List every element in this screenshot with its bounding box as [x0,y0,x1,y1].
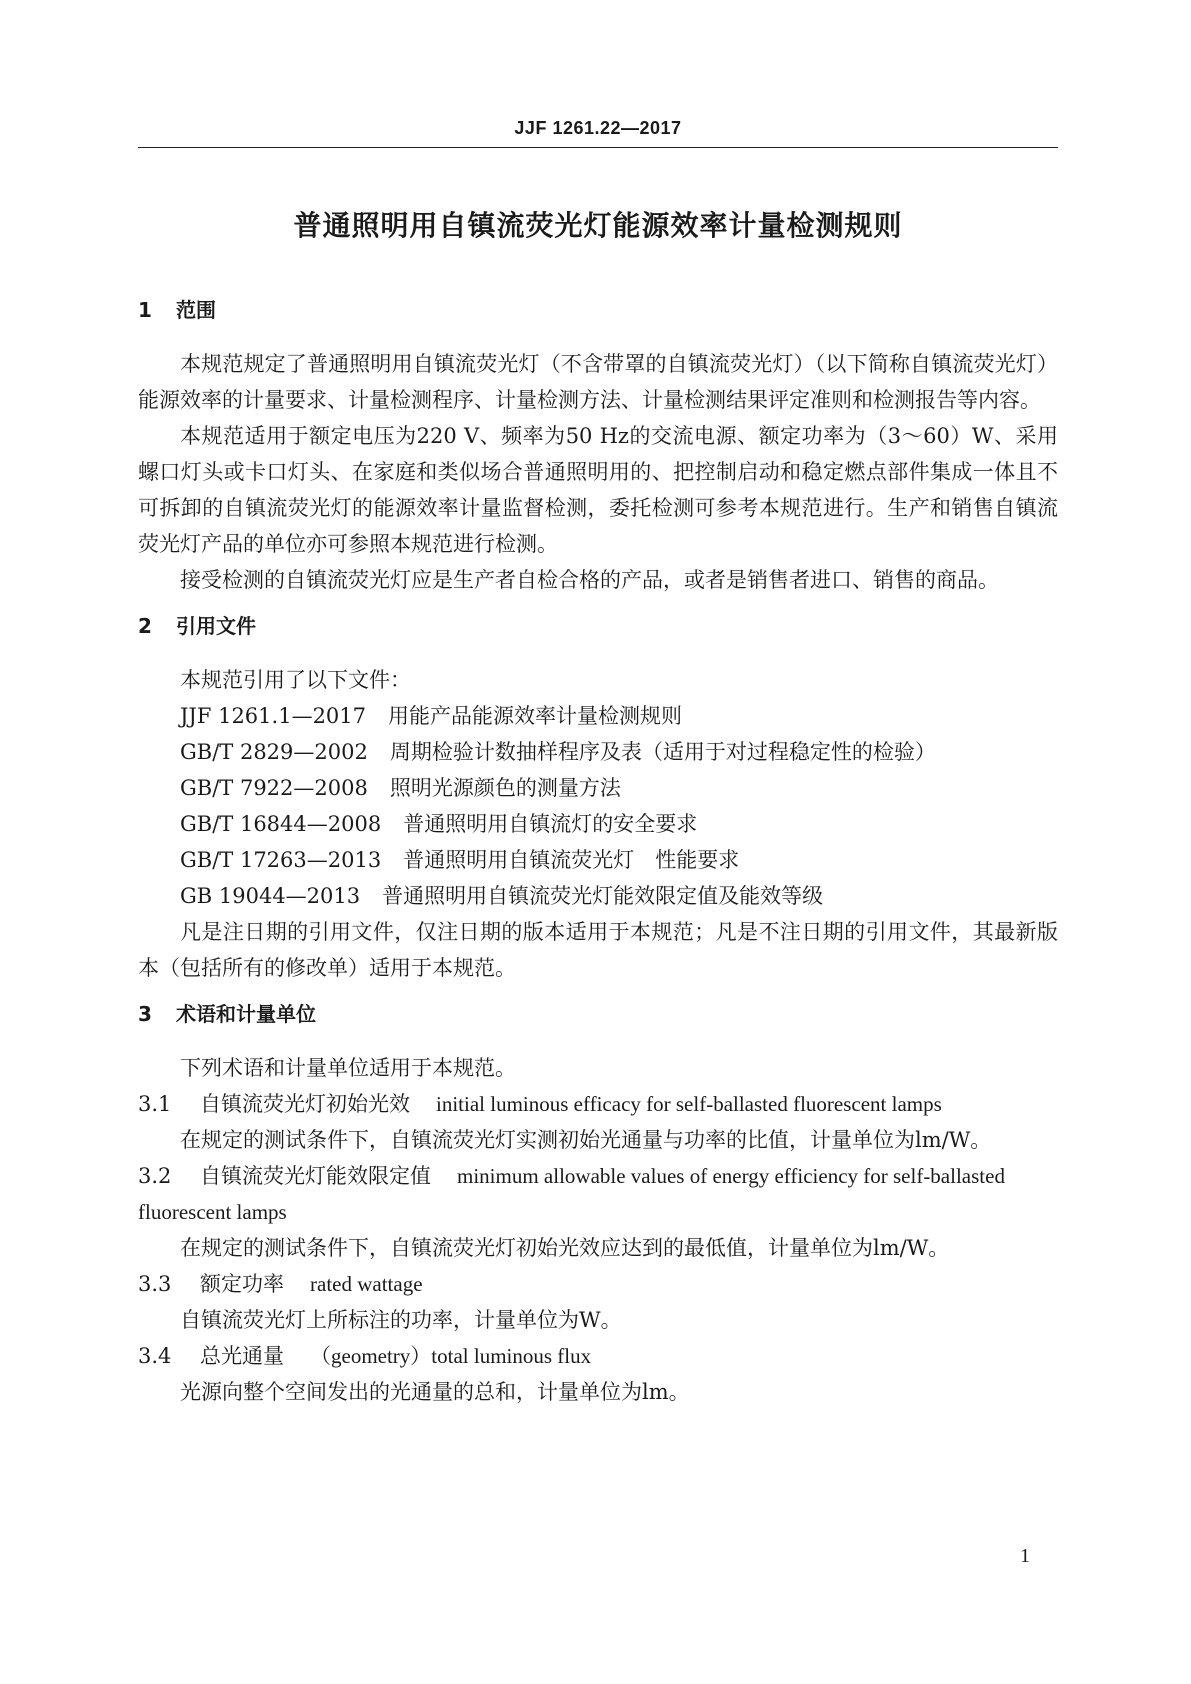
reference-item [138,878,1058,914]
term-heading [138,1158,1058,1230]
term-chinese: 自镇流荧光灯能效限定值 [200,1164,431,1188]
reference-code: GB/T 17263—2013 [180,848,382,872]
term-definition: 在规定的测试条件下，自镇流荧光灯实测初始光通量与功率的比值，计量单位为lm/W。 [180,1128,992,1152]
paragraph: 本规范适用于额定电压为220 V、频率为50 Hz的交流电源、额定功率为（3～60）W、采用螺口灯头或卡口灯头、在家庭和类似场合普通照明用的、把控制启动和稳定燃点部件集成一体且不可拆卸的自镇流荧光灯的能源效率计量监督检测，委托检测可参考本规范进行。生产和销售自镇流荧光灯产品的单位亦可参照本规范进行检测。 [138,424,1058,556]
reference-code: GB/T 2829—2002 [180,740,368,764]
paragraph: 接受检测的自镇流荧光灯应是生产者自检合格的产品，或者是销售者进口、销售的商品。 [180,568,999,592]
section-number: 3 [138,1002,152,1026]
reference-title: 普通照明用自镇流荧光灯 性能要求 [403,848,740,872]
paragraph: 下列术语和计量单位适用于本规范。 [180,1056,516,1080]
paragraph: 凡是注日期的引用文件，仅注日期的版本适用于本规范；凡是不注日期的引用文件，其最新版本（包括所有的修改单）适用于本规范。 [138,920,1058,980]
section-heading-references [138,608,1058,644]
term-number: 3.4 [138,1344,172,1368]
reference-item [138,698,1058,734]
reference-code: GB/T 7922—2008 [180,776,368,800]
header-rule [138,147,1058,148]
reference-code: JJF 1261.1—2017 [180,704,367,728]
document-body [138,292,1058,1410]
reference-item [138,734,1058,770]
section-number: 1 [138,298,152,322]
term-heading [138,1266,1058,1302]
term-number: 3.2 [138,1164,172,1188]
reference-title: 用能产品能源效率计量检测规则 [388,704,683,728]
term-chinese: 总光通量 [200,1344,284,1368]
term-chinese: 额定功率 [200,1272,284,1296]
section-number: 2 [138,614,152,638]
term-heading [138,1338,1058,1374]
paragraph: 本规范规定了普通照明用自镇流荧光灯（不含带罩的自镇流荧光灯）（以下简称自镇流荧光灯）能源效率的计量要求、计量检测程序、计量检测方法、计量检测结果评定准则和检测报告等内容。 [138,352,1058,412]
term-english: minimum allowable values of energy efficiency for self-ballasted fluorescent lamps [138,1164,1005,1224]
section-title: 范围 [176,298,216,322]
reference-item [138,770,1058,806]
term-heading [138,1086,1058,1122]
section-title: 引用文件 [176,614,256,638]
section-heading-scope [138,292,1058,328]
reference-code: GB/T 16844—2008 [180,812,382,836]
reference-title: 周期检验计数抽样程序及表（适用于对过程稳定性的检验） [389,740,936,764]
page-number: 1 [1020,1545,1030,1567]
paragraph: 本规范引用了以下文件： [180,668,411,692]
reference-title: 照明光源颜色的测量方法 [389,776,621,800]
section-title: 术语和计量单位 [176,1002,316,1026]
document-title: 普通照明用自镇流荧光灯能源效率计量检测规则 [293,209,903,242]
term-definition: 自镇流荧光灯上所标注的功率，计量单位为W。 [180,1308,622,1332]
term-number: 3.3 [138,1272,172,1296]
reference-title: 普通照明用自镇流灯的安全要求 [403,812,698,836]
term-english: rated wattage [310,1272,423,1296]
reference-title: 普通照明用自镇流荧光灯能效限定值及能效等级 [382,884,824,908]
reference-item [138,806,1058,842]
term-number: 3.1 [138,1092,172,1116]
reference-item [138,842,1058,878]
section-heading-terms [138,996,1058,1032]
term-english: （geometry）total luminous flux [310,1344,592,1368]
term-definition: 在规定的测试条件下，自镇流荧光灯初始光效应达到的最低值，计量单位为lm/W。 [180,1236,950,1260]
term-chinese: 自镇流荧光灯初始光效 [200,1092,410,1116]
standard-code-header: JJF 1261.22—2017 [514,118,682,138]
term-english: initial luminous efficacy for self-ballasted fluorescent lamps [436,1092,942,1116]
term-definition: 光源向整个空间发出的光通量的总和，计量单位为lm。 [180,1380,690,1404]
reference-code: GB 19044—2013 [180,884,361,908]
